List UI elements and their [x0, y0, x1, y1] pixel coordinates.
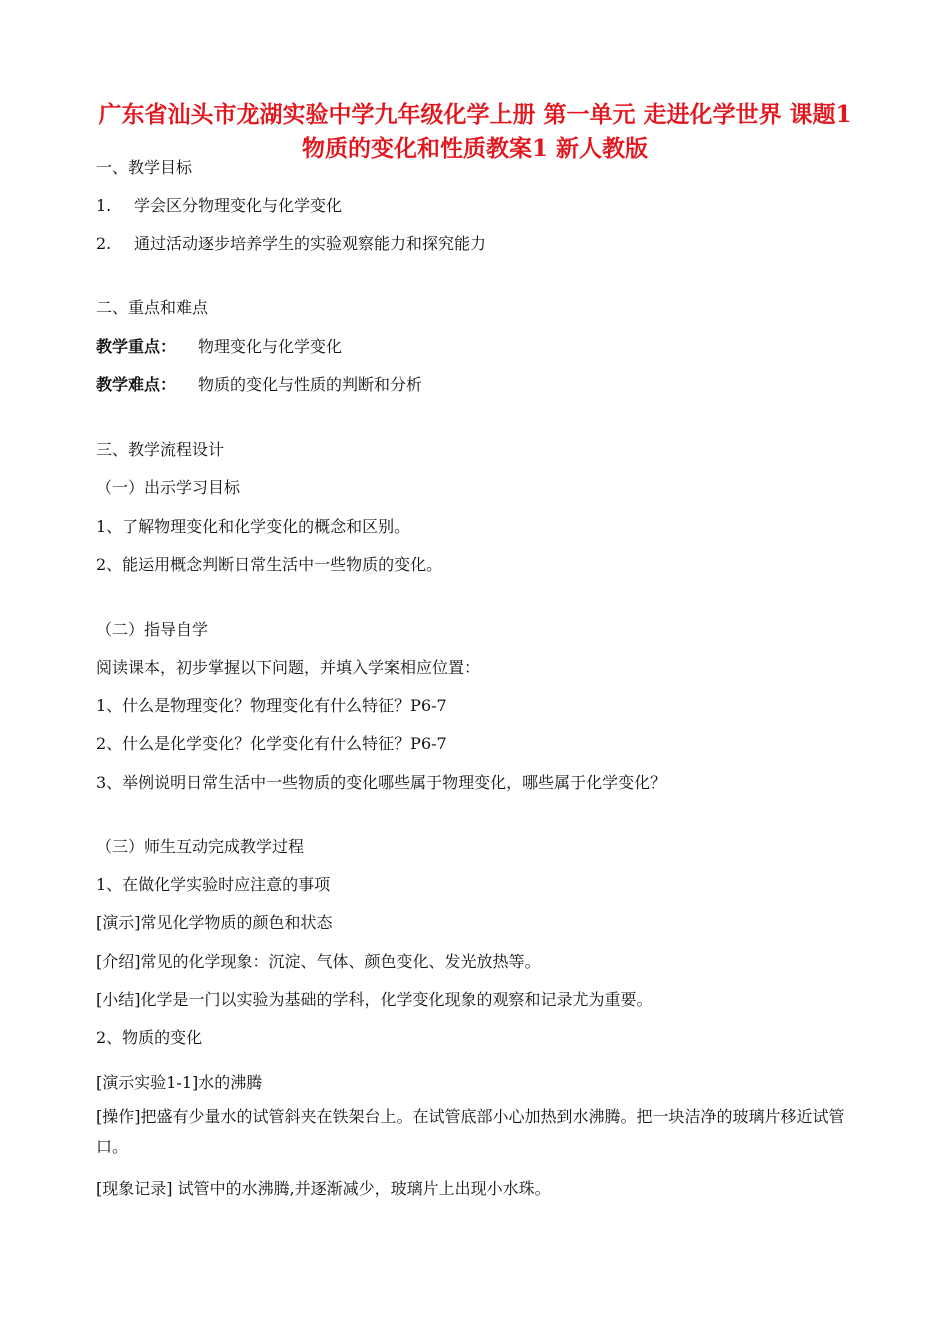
paragraph: 阅读课本，初步掌握以下问题，并填入学案相应位置： [96, 658, 481, 677]
list-item [96, 233, 866, 255]
paragraph: [演示实验1-1]水的沸腾 [96, 1073, 263, 1092]
list-text: 学会区分物理变化与化学变化 [134, 196, 343, 215]
section-heading-key-points: 二、重点和难点 [96, 298, 209, 317]
paragraph: [现象记录] 试管中的水沸腾,并逐渐减少，玻璃片上出现小水珠。 [96, 1179, 551, 1198]
section-heading-process: 三、教学流程设计 [96, 440, 225, 459]
list-number: 1. [96, 196, 112, 215]
list-item: 1、什么是物理变化？物理变化有什么特征？P6-7 [96, 696, 447, 715]
list-number: 2. [96, 234, 112, 253]
subsection-heading: （二）指导自学 [96, 620, 209, 639]
paragraph: [操作]把盛有少量水的试管斜夹在铁架台上。在试管底部小心加热到水沸腾。把一块洁净的玻璃片移近试管口。 [96, 1107, 845, 1156]
key-point-line [96, 336, 866, 358]
key-point-text: 物理变化与化学变化 [198, 337, 343, 356]
document-title: 广东省汕头市龙湖实验中学九年级化学上册 第一单元 走进化学世界 课题1 物质的变化和性质教案1 新人教版 [98, 101, 852, 162]
list-item [96, 195, 866, 217]
section-heading-goals: 一、教学目标 [96, 158, 193, 177]
list-item: 1、了解物理变化和化学变化的概念和区别。 [96, 517, 411, 536]
list-item: 2、什么是化学变化？化学变化有什么特征？P6-7 [96, 734, 447, 753]
paragraph: 1、在做化学实验时应注意的事项 [96, 875, 331, 894]
list-item: 2、能运用概念判断日常生活中一些物质的变化。 [96, 555, 443, 574]
difficulty-line [96, 374, 866, 396]
subsection-heading: （三）师生互动完成教学过程 [96, 837, 305, 856]
paragraph: [演示]常见化学物质的颜色和状态 [96, 913, 333, 932]
list-item: 3、举例说明日常生活中一些物质的变化哪些属于物理变化，哪些属于化学变化？ [96, 773, 667, 792]
paragraph: 2、物质的变化 [96, 1028, 203, 1047]
difficulty-text: 物质的变化与性质的判断和分析 [198, 375, 423, 394]
key-point-label: 教学重点： [96, 337, 177, 356]
subsection-heading: （一）出示学习目标 [96, 478, 241, 497]
paragraph: [介绍]常见的化学现象：沉淀、气体、颜色变化、发光放热等。 [96, 952, 541, 971]
list-text: 通过活动逐步培养学生的实验观察能力和探究能力 [134, 234, 487, 253]
paragraph: [小结]化学是一门以实验为基础的学科，化学变化现象的观察和记录尤为重要。 [96, 990, 653, 1009]
difficulty-label: 教学难点： [96, 375, 177, 394]
